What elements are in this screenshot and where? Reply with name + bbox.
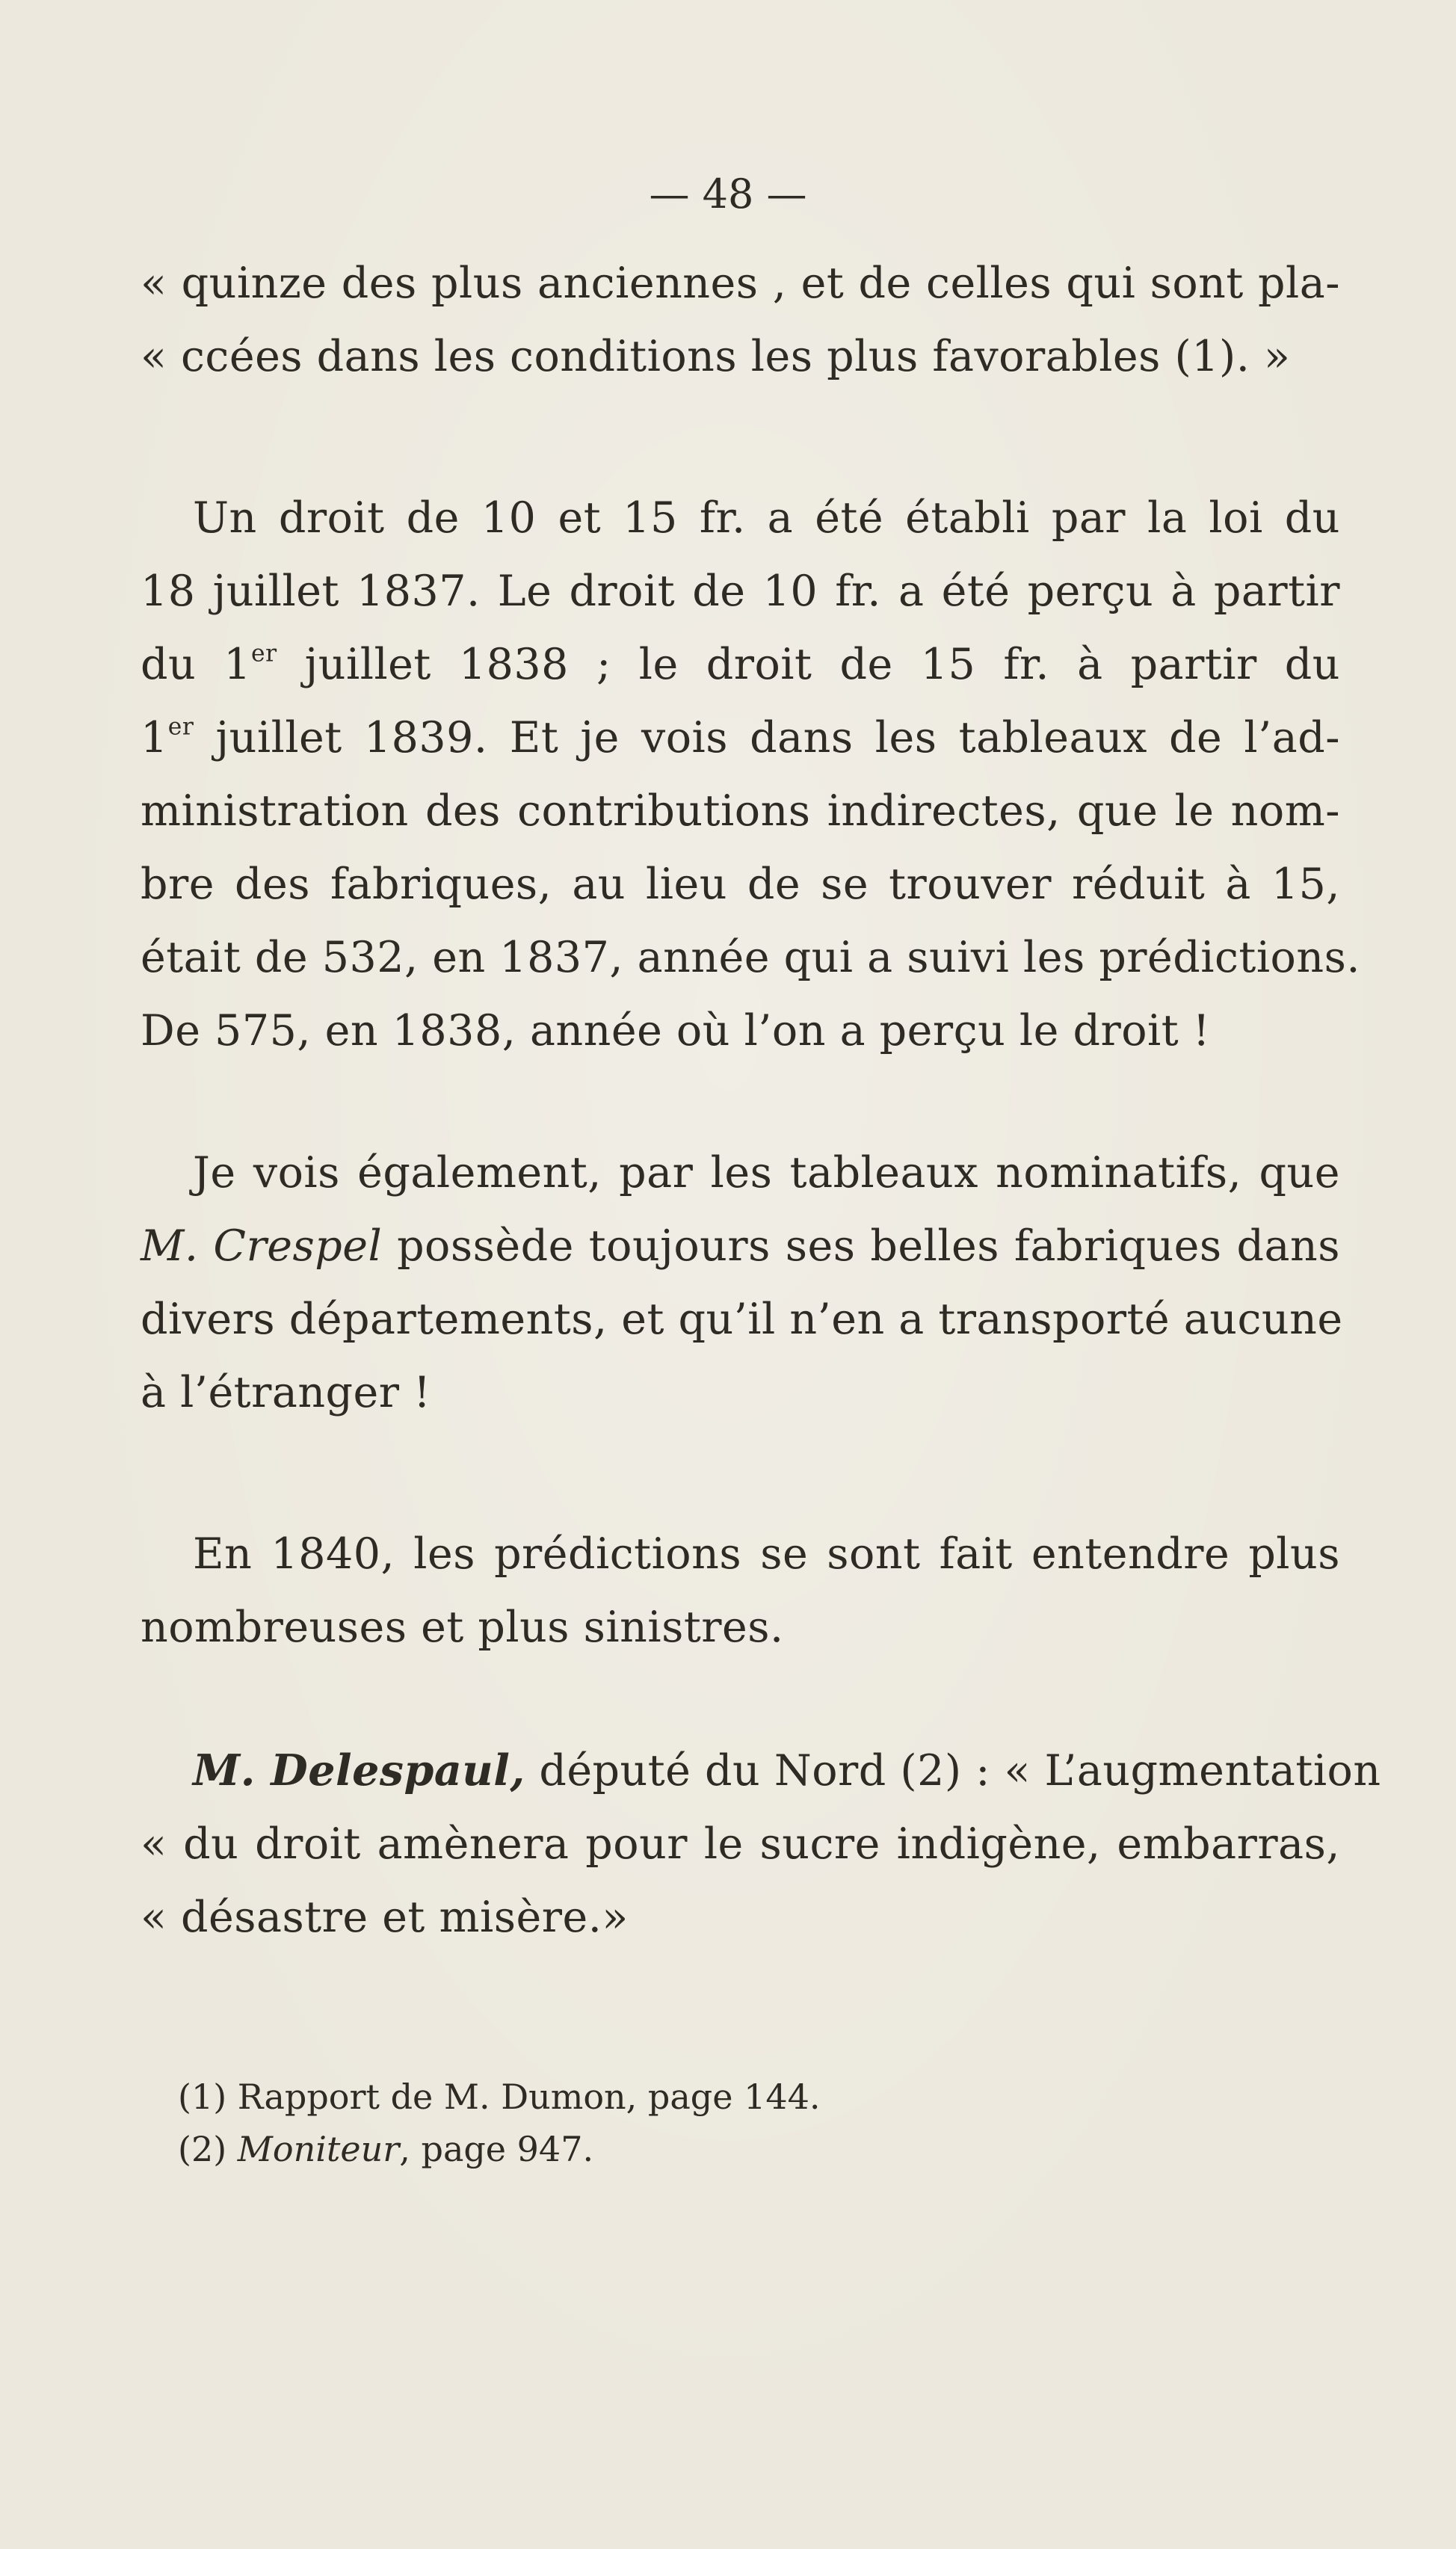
paragraph-1840 [141, 1517, 1340, 1664]
page-number: — 48 — [649, 170, 807, 218]
text-line: bre des fabriques, au lieu de se trouver réduit à 15, [141, 860, 1340, 909]
text-line: ministration des contributions indirectes, que le nom- [141, 786, 1340, 836]
text-line: M. Delespaul, député du Nord (2) : « L’augmentation [193, 1745, 1381, 1796]
footnotes [178, 2071, 1075, 2175]
text-line: En 1840, les prédictions se sont fait entendre plus [193, 1529, 1340, 1579]
text-line: « ccées dans les conditions les plus favorables (1). » [141, 332, 1291, 381]
paragraph-crespel [141, 1136, 1343, 1429]
quote-continuation [141, 247, 1340, 393]
footnote-2: (2) Moniteur, page 947. [178, 2129, 594, 2169]
paragraph-delespaul [141, 1734, 1381, 1954]
person-name: M. Crespel [141, 1221, 383, 1271]
text-line: De 575, en 1838, année où l’on a perçu le droit ! [141, 1006, 1211, 1055]
text-line: 1er juillet 1839. Et je vois dans les tableaux de l’ad- [141, 713, 1340, 762]
text-line: Je vois également, par les tableaux nominatifs, que [193, 1148, 1340, 1198]
text-line: à l’étranger ! [141, 1368, 431, 1417]
text-line: divers départements, et qu’il n’en a transporté aucune [141, 1295, 1343, 1344]
text-line: « désastre et misère.» [141, 1893, 629, 1942]
text-line: du 1er juillet 1838 ; le droit de 15 fr. à partir du [141, 640, 1340, 689]
footnote-1: (1) Rapport de M. Dumon, page 144. [178, 2077, 821, 2117]
paragraph-droit [141, 481, 1360, 1067]
text-line: était de 532, en 1837, année qui a suivi les prédictions. [141, 933, 1360, 982]
text-line: Un droit de 10 et 15 fr. a été établi par la loi du [193, 493, 1340, 543]
text-line: 18 juillet 1837. Le droit de 10 fr. a été perçu à partir [141, 567, 1340, 616]
person-name: M. Delespaul, [193, 1745, 525, 1796]
text-line: « du droit amènera pour le sucre indigène, embarras, [141, 1819, 1340, 1869]
text-line: nombreuses et plus sinistres. [141, 1603, 784, 1652]
text-line: M. Crespel possède toujours ses belles fabriques dans [141, 1221, 1340, 1271]
text-line: « quinze des plus anciennes , et de celles qui sont pla- [141, 259, 1340, 308]
